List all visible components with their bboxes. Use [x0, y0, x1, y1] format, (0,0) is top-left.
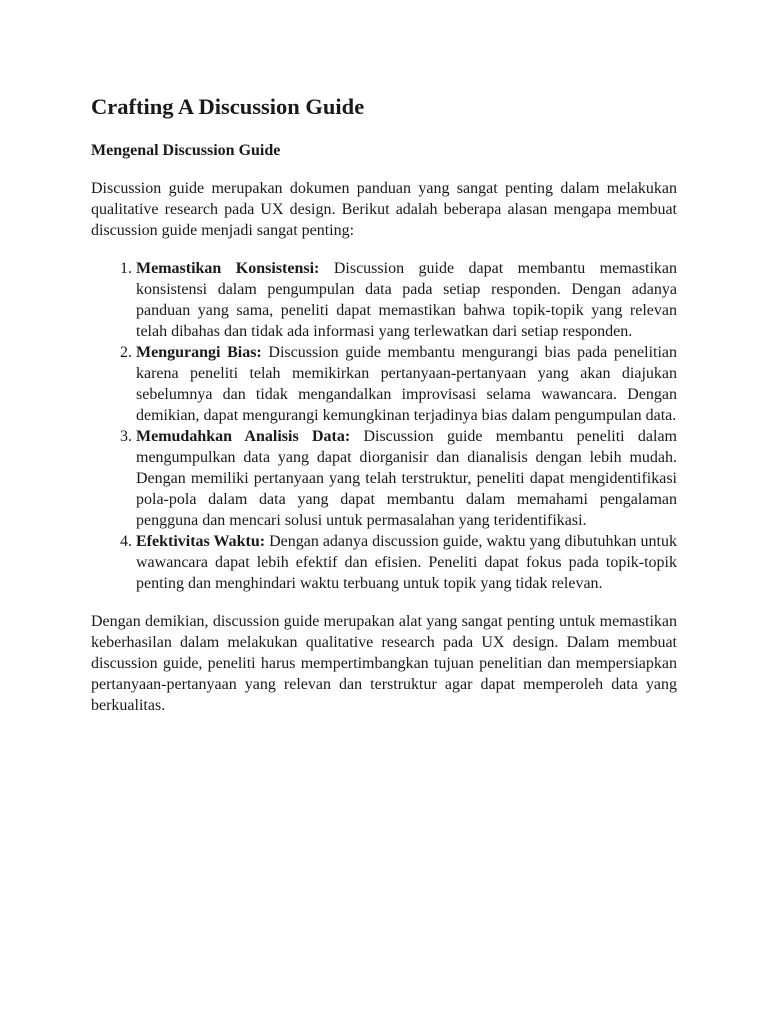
list-item-term: Mengurangi Bias: — [136, 344, 262, 361]
conclusion-paragraph: Dengan demikian, discussion guide merupakan alat yang sangat penting untuk memastikan keberhasilan dalam melakukan qualitative research pada UX design. Dalam membuat discussion guide, peneliti harus mempertimbangkan tujuan penelitian dan mempersiapkan pertanyaan-pertanyaan yang relevan dan terstruktur agar dapat memperoleh data yang berkualitas. — [91, 613, 677, 714]
list-item-term: Efektivitas Waktu: — [136, 533, 266, 550]
list-item — [136, 258, 677, 342]
list-item-term: Memudahkan Analisis Data: — [136, 428, 351, 445]
list-item — [136, 426, 677, 531]
list-item-text: Discussion guide membantu peneliti dalam mengumpulkan data yang dapat diorganisir dan dianalisis dengan lebih mudah. Dengan memiliki pertanyaan yang telah terstruktur, peneliti dapat mengidentifikasi pola-pola dalam data yang dapat membantu dalam memahami pengalaman pengguna dan mencari solusi untuk permasalahan yang teridentifikasi. — [136, 428, 678, 529]
section-heading: Mengenal Discussion Guide — [91, 142, 281, 159]
list-item — [136, 342, 677, 426]
document-page — [91, 92, 677, 716]
reasons-list — [91, 258, 677, 594]
list-item-text: Discussion guide membantu mengurangi bias pada penelitian karena peneliti telah memikirkan pertanyaan-pertanyaan yang akan diajukan sebelumnya dan tidak mengandalkan improvisasi selama wawancara. Dengan demikian, dapat mengurangi kemungkinan terjadinya bias dalam pengumpulan data. — [136, 344, 678, 424]
list-item-text: Dengan adanya discussion guide, waktu yang dibutuhkan untuk wawancara dapat lebih efektif dan efisien. Peneliti dapat fokus pada topik-topik penting dan menghindari waktu terbuang untuk topik yang tidak relevan. — [136, 533, 677, 592]
list-item — [136, 531, 677, 594]
list-item-term: Memastikan Konsistensi: — [136, 260, 320, 277]
list-item-text: Discussion guide dapat membantu memastikan konsistensi dalam pengumpulan data pada setiap responden. Dengan adanya panduan yang sama, peneliti dapat memastikan bahwa topik-topik yang relevan telah dibahas dan tidak ada informasi yang terlewatkan dari setiap responden. — [136, 260, 677, 340]
document-title: Crafting A Discussion Guide — [91, 94, 365, 119]
intro-paragraph: Discussion guide merupakan dokumen panduan yang sangat penting dalam melakukan qualitative research pada UX design. Berikut adalah beberapa alasan mengapa membuat discussion guide menjadi sangat penting: — [91, 180, 677, 239]
